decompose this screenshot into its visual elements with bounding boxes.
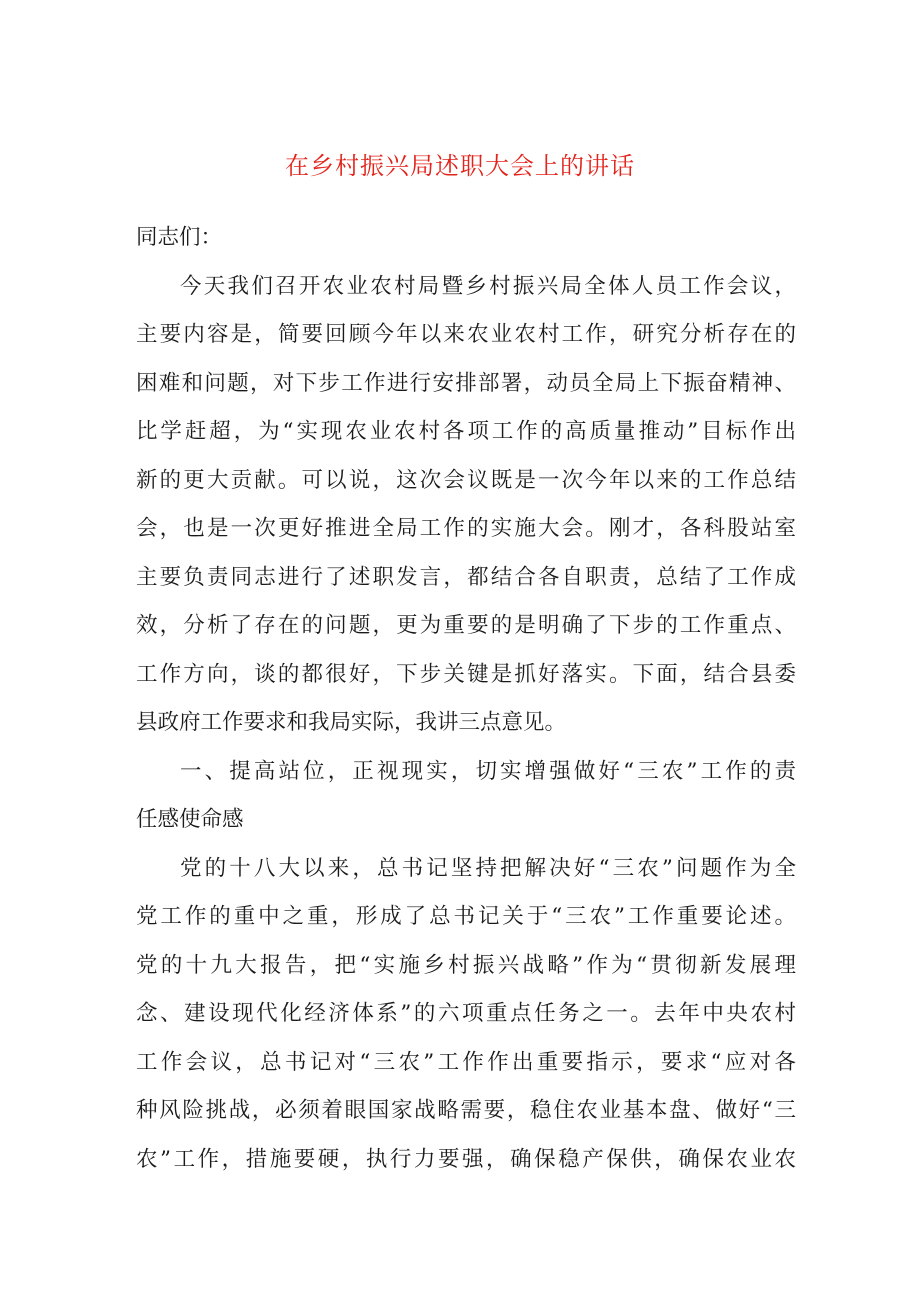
paragraph-line: 困难和问题，对下步工作进行安排部署，动员全局上下振奋精神、 (136, 370, 796, 396)
paragraph-line: 效，分析了存在的问题，更为重要的是明确了下步的工作重点、 (136, 613, 796, 638)
section-heading-line: 一、提高站位，正视现实，切实增强做好“三农”工作的责 (180, 758, 796, 784)
paragraph-line: 新的更大贡献。可以说，这次会议既是一次今年以来的工作总结 (136, 467, 796, 493)
paragraph-line: 党的十八大以来，总书记坚持把解决好“三农”问题作为全 (180, 855, 796, 881)
paragraph-line: 县政府工作要求和我局实际，我讲三点意见。 (136, 710, 567, 735)
paragraph-line: 种风险挑战，必须着眼国家战略需要，稳住农业基本盘、做好“三 (136, 1098, 796, 1123)
document-body (136, 214, 796, 1184)
paragraph-line: 今天我们召开农业农村局暨乡村振兴局全体人员工作会议， (180, 273, 796, 299)
paragraph-line: 主要负责同志进行了述职发言，都结合各自职责，总结了工作成 (136, 564, 796, 590)
paragraph-line: 会，也是一次更好推进全局工作的实施大会。刚才，各科股站室 (136, 516, 796, 541)
paragraph-line: 比学赶超，为“实现农业农村各项工作的高质量推动”目标作出 (136, 419, 796, 444)
document-title: 在乡村振兴局述职大会上的讲话 (285, 152, 635, 180)
paragraph-line: 念、建设现代化经济体系”的六项重点任务之一。去年中央农村 (136, 1001, 796, 1026)
paragraph-line: 农”工作，措施要硬，执行力要强，确保稳产保供，确保农业农 (136, 1146, 796, 1172)
paragraph-line: 工作会议，总书记对“三农”工作作出重要指示，要求“应对各 (136, 1049, 796, 1075)
section-heading-line: 任感使命感 (136, 807, 244, 832)
paragraph-line: 党工作的重中之重，形成了总书记关于“三农”工作重要论述。 (136, 904, 796, 929)
paragraph-line: 主要内容是，简要回顾今年以来农业农村工作，研究分析存在的 (136, 322, 796, 347)
paragraph-line: 党的十九大报告，把“实施乡村振兴战略”作为“贯彻新发展理 (136, 952, 796, 978)
paragraph-line: 工作方向，谈的都很好，下步关键是抓好落实。下面，结合县委 (136, 661, 796, 687)
salutation-line: 同志们： (136, 225, 223, 250)
